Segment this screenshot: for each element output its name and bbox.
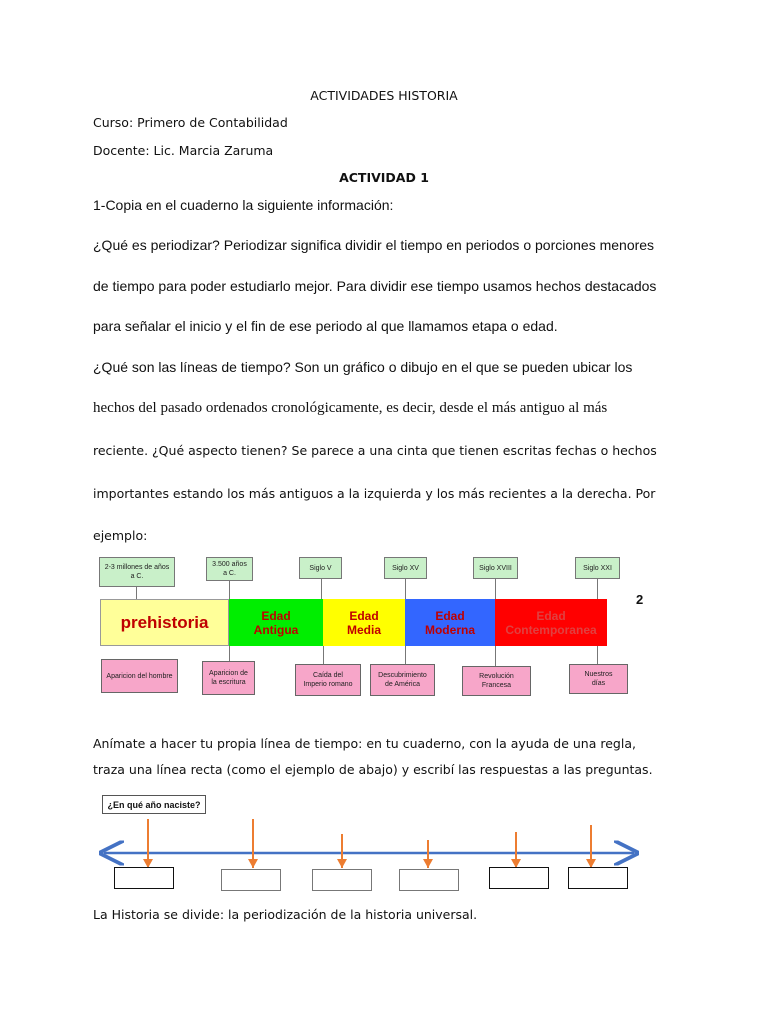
paragraph-line: ejemplo: (93, 528, 148, 543)
course-line: Curso: Primero de Contabilidad (93, 115, 288, 130)
question-box: ¿En qué año naciste? (102, 795, 206, 814)
timeline-top-label: Siglo XVIII (473, 557, 518, 579)
answer-box (399, 869, 459, 891)
answer-box (489, 867, 549, 889)
answer-box (312, 869, 372, 891)
answer-box (221, 869, 281, 891)
era-edad-media: Edad Media (323, 599, 405, 646)
paragraph-line: ¿Qué es periodizar? Periodizar significa dividir el tiempo en periodos o porciones menores (93, 237, 655, 253)
timeline-bottom-label: Revolución Francesa (462, 666, 531, 696)
paragraph-line: traza una línea recta (como el ejemplo de abajo) y escribí las respuestas a las preguntas. (93, 762, 653, 777)
paragraph-line: hechos del pasado ordenados cronológicamente, es decir, desde el más antiguo al más (93, 400, 608, 416)
timeline-bottom-label: Nuestros días (569, 664, 628, 694)
document-title: ACTIVIDADES HISTORIA (310, 88, 458, 103)
timeline-bottom-label: Caída del Imperio romano (295, 664, 361, 696)
stray-mark: 2 (636, 592, 644, 607)
arrowhead (337, 859, 347, 868)
timeline-top-label: Siglo XV (384, 557, 427, 579)
timeline-bottom-label: Aparicion de la escritura (202, 661, 255, 695)
arrowhead (248, 859, 258, 868)
era-prehistoria: prehistoria (100, 599, 229, 646)
answer-box (114, 867, 174, 889)
paragraph-line: para señalar el inicio y el fin de ese periodo al que llamamos etapa o edad. (93, 318, 558, 334)
era-edad-moderna: Edad Moderna (405, 599, 495, 646)
timeline-top-label: Siglo XXI (575, 557, 620, 579)
paragraph-line: de tiempo para poder estudiarlo mejor. Para dividir ese tiempo usamos hechos destacados (93, 278, 657, 294)
instruction-line: 1-Copia en el cuaderno la siguiente información: (93, 197, 394, 213)
era-edad-antigua: Edad Antigua (229, 599, 323, 646)
timeline-bottom-label: Descubrimiento de América (370, 664, 435, 696)
paragraph-line: Anímate a hacer tu propia línea de tiempo: en tu cuaderno, con la ayuda de una regla, (93, 736, 636, 751)
arrowhead (423, 859, 433, 868)
paragraph-line: reciente. ¿Qué aspecto tienen? Se parece a una cinta que tienen escritas fechas o hechos (93, 443, 657, 458)
paragraph-line: La Historia se divide: la periodización de la historia universal. (93, 907, 478, 922)
paragraph-line: importantes estando los más antiguos a la izquierda y los más recientes a la derecha. Por (93, 486, 656, 501)
teacher-line: Docente: Lic. Marcia Zaruma (93, 143, 274, 158)
timeline-bottom-label: Aparicion del hombre (101, 659, 178, 693)
activity-heading: ACTIVIDAD 1 (339, 170, 429, 185)
era-edad-contemporanea: Edad Contemporanea (495, 599, 607, 646)
answer-box (568, 867, 628, 889)
timeline-top-label: 2-3 millones de años a C. (99, 557, 175, 587)
paragraph-line: ¿Qué son las líneas de tiempo? Son un gráfico o dibujo en el que se pueden ubicar los (93, 359, 633, 375)
timeline-top-label: Siglo V (299, 557, 342, 579)
timeline-top-label: 3.500 años a C. (206, 557, 253, 581)
